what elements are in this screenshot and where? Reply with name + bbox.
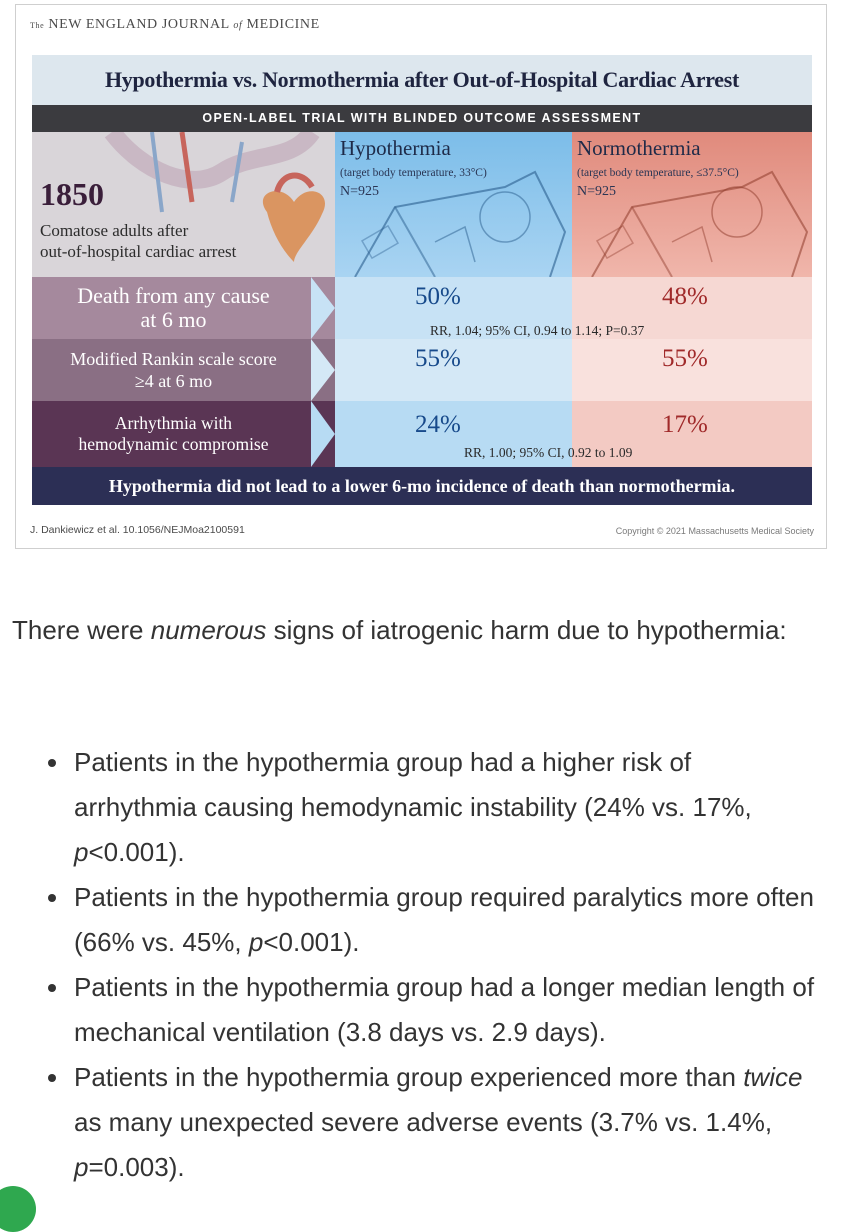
hypothermia-result-rankin — [335, 339, 572, 401]
list-item: Patients in the hypothermia group required paralytics more often (66% vs. 45%, p<0.001). — [74, 875, 819, 965]
hypothermia-arrhythmia-percent: 24% — [415, 411, 461, 438]
rankin-relative-risk: RR, 1.00; 95% CI, 0.92 to 1.09 — [464, 445, 633, 460]
bullet-icon — [48, 759, 56, 767]
normothermia-n: N=925 — [577, 184, 617, 199]
conclusion-banner: Hypothermia did not lead to a lower 6-mo incidence of death than normothermia. — [32, 467, 812, 505]
hypothermia-arm-name: Hypothermia — [340, 136, 451, 160]
normothermia-rankin-percent: 55% — [662, 345, 708, 372]
death-relative-risk: RR, 1.04; 95% CI, 0.94 to 1.14; P=0.37 — [430, 323, 645, 338]
citation: J. Dankiewicz et al. 10.1056/NEJMoa2100591 — [30, 524, 245, 536]
trial-panel — [32, 55, 812, 505]
article-intro: There were numerous signs of iatrogenic harm due to hypothermia: — [12, 615, 787, 645]
bullet-icon — [48, 984, 56, 992]
normothermia-arm-name: Normothermia — [577, 136, 701, 160]
outcome-label-arrhythmia: Arrhythmia with hemodynamic compromise — [32, 401, 335, 467]
hypothermia-rankin-percent: 55% — [415, 345, 461, 372]
normothermia-arrhythmia-percent: 17% — [662, 411, 708, 438]
population-cell — [32, 132, 335, 277]
outcome-label-rankin: Modified Rankin scale score ≥4 at 6 mo — [32, 339, 335, 401]
floating-action-button[interactable] — [0, 1186, 36, 1232]
hypothermia-n: N=925 — [340, 184, 380, 199]
list-item: Patients in the hypothermia group had a longer median length of mechanical ventilation (3.8 days vs. 2.9 days). — [74, 965, 819, 1055]
normothermia-arm-header — [572, 132, 812, 277]
bullet-icon — [48, 894, 56, 902]
trial-design-banner: OPEN-LABEL TRIAL WITH BLINDED OUTCOME ASSESSMENT — [32, 105, 812, 132]
hypothermia-arm-header — [335, 132, 572, 277]
nejm-infographic — [15, 4, 827, 549]
normothermia-death-percent: 48% — [662, 283, 708, 310]
harm-list — [74, 740, 819, 1190]
title-bar — [32, 55, 812, 105]
copyright-notice: Copyright © 2021 Massachusetts Medical Society — [615, 526, 814, 536]
list-item: Patients in the hypothermia group had a higher risk of arrhythmia causing hemodynamic instability (24% vs. 17%, p<0.001). — [74, 740, 819, 875]
list-item: Patients in the hypothermia group experienced more than twice as many unexpected severe adverse events (3.7% vs. 1.4%, p=0.003). — [74, 1055, 819, 1190]
normothermia-result-rankin — [572, 339, 812, 401]
population-count: 1850 — [40, 176, 104, 212]
infographic-title: Hypothermia vs. Normothermia after Out-of-Hospital Cardiac Arrest — [104, 67, 740, 92]
population-description: Comatose adults after out-of-hospital cardiac arrest — [40, 221, 237, 261]
journal-brand: The NEW ENGLAND JOURNAL of MEDICINE — [30, 17, 320, 32]
normothermia-target-temp: (target body temperature, ≤37.5°C) — [577, 167, 739, 179]
bullet-icon — [48, 1074, 56, 1082]
outcome-label-death: Death from any cause at 6 mo — [32, 277, 335, 339]
hypothermia-death-percent: 50% — [415, 283, 461, 310]
hypothermia-target-temp: (target body temperature, 33°C) — [340, 167, 487, 179]
